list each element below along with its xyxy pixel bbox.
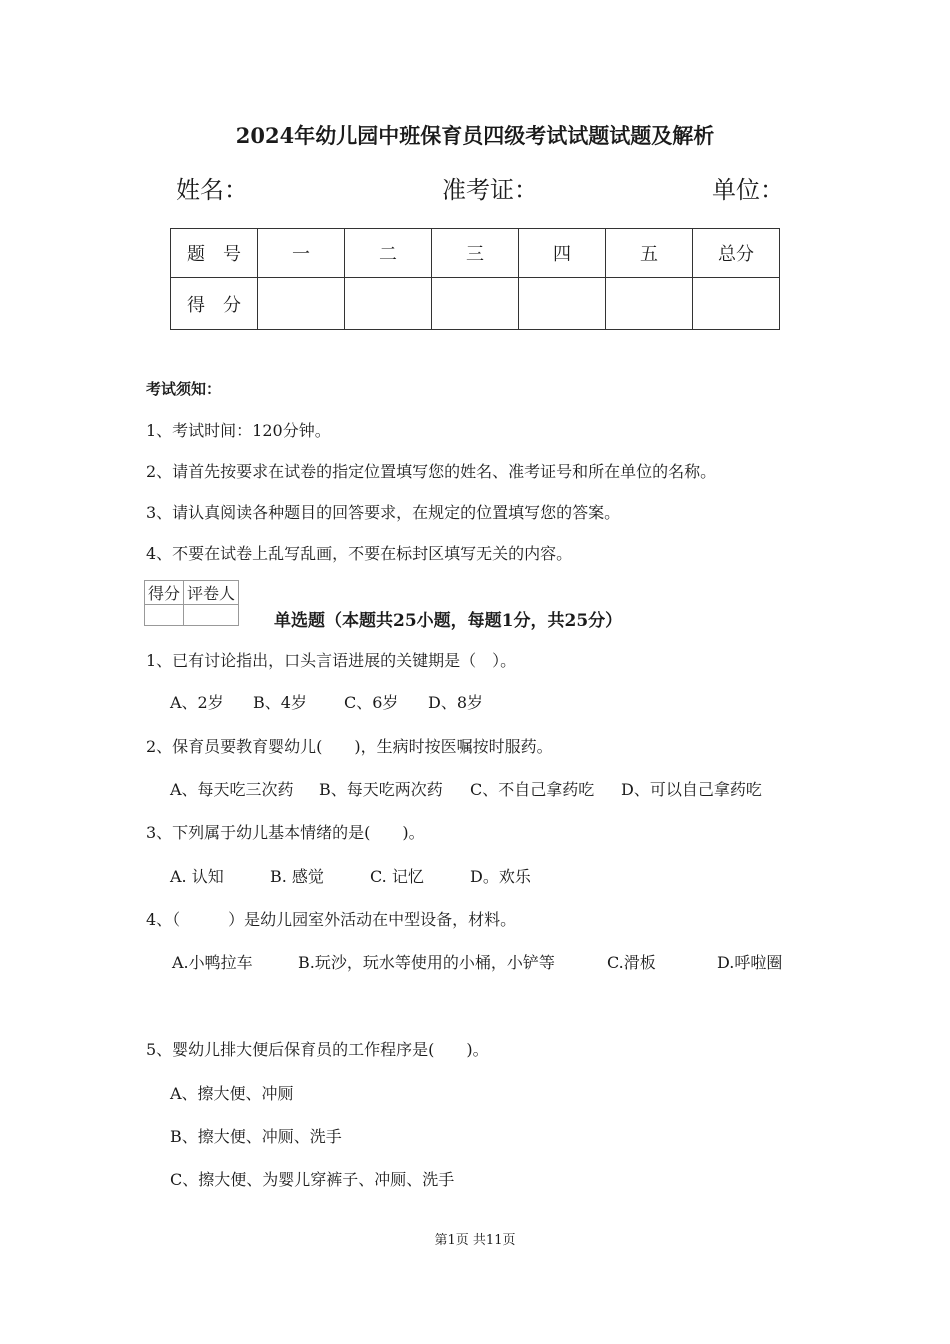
score-header-label: 题 号 bbox=[171, 229, 258, 278]
question-option: D。欢乐 bbox=[470, 867, 531, 886]
question-option: A. 认知 bbox=[170, 867, 224, 886]
score-cell bbox=[606, 278, 693, 330]
question-stem: 5、婴幼儿排大便后保育员的工作程序是( )。 bbox=[146, 1040, 489, 1059]
question-option: B.玩沙，玩水等使用的小桶，小铲等 bbox=[298, 953, 555, 972]
score-cell bbox=[693, 278, 780, 330]
score-table bbox=[170, 228, 780, 330]
question-option: B. 感觉 bbox=[270, 867, 324, 886]
question-option: A.小鸭拉车 bbox=[172, 953, 253, 972]
question-option: A、擦大便、冲厕 bbox=[170, 1084, 294, 1103]
score-cell bbox=[519, 278, 606, 330]
notice-item: 4、不要在试卷上乱写乱画，不要在标封区填写无关的内容。 bbox=[146, 544, 573, 563]
question-option: B、擦大便、冲厕、洗手 bbox=[170, 1127, 342, 1146]
section-heading: 单选题（本题共25小题，每题1分，共25分） bbox=[274, 611, 623, 631]
question-option: A、2岁 bbox=[170, 693, 224, 712]
score-header-2: 二 bbox=[345, 229, 432, 278]
grader-score-cell bbox=[145, 605, 184, 626]
score-cell bbox=[432, 278, 519, 330]
question-option: D.呼啦圈 bbox=[717, 953, 783, 972]
page-footer: 第1页 共11页 bbox=[434, 1233, 516, 1248]
grader-reviewer-cell bbox=[184, 605, 239, 626]
question-option: D、可以自己拿药吃 bbox=[621, 780, 762, 799]
question-option: C.滑板 bbox=[607, 953, 656, 972]
question-option: C、不自己拿药吃 bbox=[470, 780, 595, 799]
notice-item: 1、考试时间：120分钟。 bbox=[146, 421, 331, 440]
name-field-label: 姓名： bbox=[176, 176, 248, 204]
grader-reviewer-label: 评卷人 bbox=[184, 581, 239, 605]
score-header-3: 三 bbox=[432, 229, 519, 278]
score-header-5: 五 bbox=[606, 229, 693, 278]
question-stem: 3、下列属于幼儿基本情绪的是( )。 bbox=[146, 823, 425, 842]
question-option: D、8岁 bbox=[428, 693, 484, 712]
grader-box bbox=[144, 580, 239, 626]
score-table-score-row bbox=[171, 278, 780, 330]
score-table-header-row bbox=[171, 229, 780, 278]
score-header-4: 四 bbox=[519, 229, 606, 278]
page-title: 2024年幼儿园中班保育员四级考试试题试题及解析 bbox=[235, 123, 715, 148]
exam-number-field-label: 准考证： bbox=[442, 176, 538, 204]
score-cell bbox=[258, 278, 345, 330]
unit-field-label: 单位： bbox=[712, 176, 784, 204]
question-option: C、擦大便、为婴儿穿裤子、冲厕、洗手 bbox=[170, 1170, 455, 1189]
notice-item: 3、请认真阅读各种题目的回答要求，在规定的位置填写您的答案。 bbox=[146, 503, 621, 522]
score-row-label: 得 分 bbox=[171, 278, 258, 330]
question-stem: 1、已有讨论指出，口头言语进展的关键期是（ ）。 bbox=[146, 651, 517, 670]
question-option: B、4岁 bbox=[253, 693, 307, 712]
grader-score-label: 得分 bbox=[145, 581, 184, 605]
score-header-total: 总分 bbox=[693, 229, 780, 278]
question-option: C. 记忆 bbox=[370, 867, 424, 886]
question-option: C、6岁 bbox=[344, 693, 399, 712]
score-header-1: 一 bbox=[258, 229, 345, 278]
question-stem: 4、（ ）是幼儿园室外活动在中型设备，材料。 bbox=[146, 910, 517, 929]
question-option: A、每天吃三次药 bbox=[170, 780, 294, 799]
score-cell bbox=[345, 278, 432, 330]
notice-heading: 考试须知： bbox=[146, 380, 222, 398]
notice-item: 2、请首先按要求在试卷的指定位置填写您的姓名、准考证号和所在单位的名称。 bbox=[146, 462, 717, 481]
question-option: B、每天吃两次药 bbox=[319, 780, 443, 799]
question-stem: 2、保育员要教育婴幼儿( )，生病时按医嘱按时服药。 bbox=[146, 737, 553, 756]
